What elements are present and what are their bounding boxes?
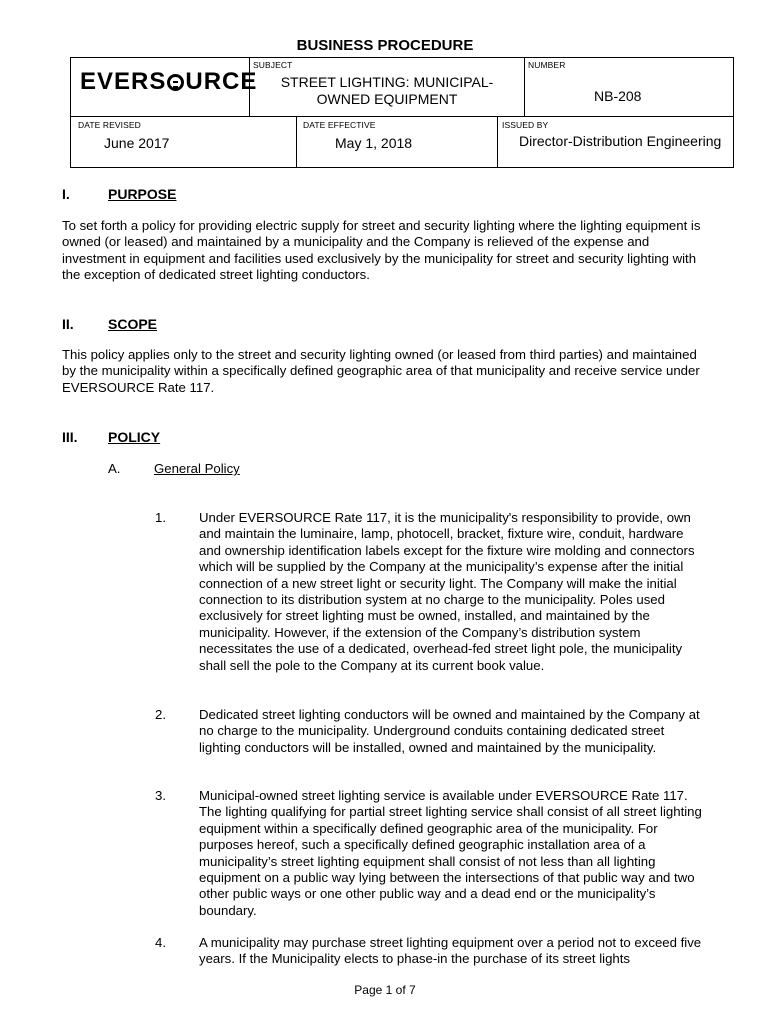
- purpose-paragraph: To set forth a policy for providing electric supply for street and security lighting where the lighting equipment is owned (or leased) and maintained by a municipality and the Company is relieved of the expense and investment in equipment and facilities used exclusively by the municipality for street and security lighting with the exception of dedicated street lighting conductors.: [62, 218, 701, 283]
- logo-o-icon: [167, 74, 184, 91]
- list-item: A municipality may purchase street lighting equipment over a period not to exceed five years. If the Municipality elects to phase-in the purchase of its street lights: [199, 935, 702, 967]
- document-title: BUSINESS PROCEDURE: [296, 37, 474, 54]
- policy-heading: POLICY: [108, 429, 161, 445]
- list-item-number: 3.: [155, 788, 166, 803]
- issued-by-label: ISSUED BY: [502, 120, 549, 130]
- list-item: Dedicated street lighting conductors will be owned and maintained by the Company at no charge to the municipality. Underground conduits containing dedicated street lighting conductors will be installed, owned and maintained by the municipality.: [199, 707, 700, 755]
- date-revised-value: June 2017: [104, 135, 170, 151]
- number-value: NB-208: [594, 88, 642, 104]
- list-item-number: 1.: [155, 510, 166, 525]
- date-effective-value: May 1, 2018: [335, 135, 413, 151]
- list-item-number: 2.: [155, 707, 166, 722]
- eversource-logo: EVERS URCE: [80, 68, 258, 95]
- subject-label: SUBJECT: [253, 60, 293, 70]
- general-policy-heading: General Policy: [154, 461, 240, 476]
- general-policy-letter: A.: [108, 461, 121, 476]
- list-item: Municipal-owned street lighting service is available under EVERSOURCE Rate 117. The lighting qualifying for partial street lighting service shall consist of all street lighting equipment within a specifically defined geographic area of the municipality. For purposes hereof, such a specifically defined geographic installation area of a municipality’s street lighting equipment shall consist of not less than all lighting equipment on a public way lying between the intersections of that public way and two other public ways or one other public way and a dead end or the municipality’s boundary.: [199, 788, 702, 918]
- number-label: NUMBER: [528, 60, 566, 70]
- scope-heading: SCOPE: [108, 316, 158, 332]
- page-number: Page 1 of 7: [354, 983, 416, 997]
- purpose-section-number: I.: [62, 186, 70, 202]
- list-item-number: 4.: [155, 935, 166, 950]
- scope-section-number: II.: [62, 316, 74, 332]
- list-item: Under EVERSOURCE Rate 117, it is the municipality's responsibility to provide, own and maintain the luminaire, lamp, photocell, bracket, fixture wire, conduit, hardware and ownership identification labels except for the fixture wire molding and connectors which will be supplied by the Company at the municipality’s expense after the initial connection of a new street light or security light. The Company will make the initial connection to its distribution system at no charge to the municipality. Poles used exclusively for street lighting must be owned, installed, and maintained by the municipality. However, if the extension of the Company’s distribution system necessitates the use of a dedicated, overhead-fed street light pole, the municipality shall sell the pole to the Company at its current book value.: [199, 510, 695, 673]
- policy-section-number: III.: [62, 429, 78, 445]
- date-revised-label: DATE REVISED: [78, 120, 141, 130]
- issued-by-value: Director-Distribution Engineering: [519, 133, 722, 149]
- purpose-heading: PURPOSE: [108, 186, 177, 202]
- subject-value: STREET LIGHTING: MUNICIPAL- OWNED EQUIPMENT: [280, 74, 494, 107]
- scope-paragraph: This policy applies only to the street and security lighting owned (or leased from third parties) and maintained by the municipality within a specifically defined geographic area of that municipality and receive service under EVERSOURCE Rate 117.: [62, 347, 700, 395]
- date-effective-label: DATE EFFECTIVE: [303, 120, 376, 130]
